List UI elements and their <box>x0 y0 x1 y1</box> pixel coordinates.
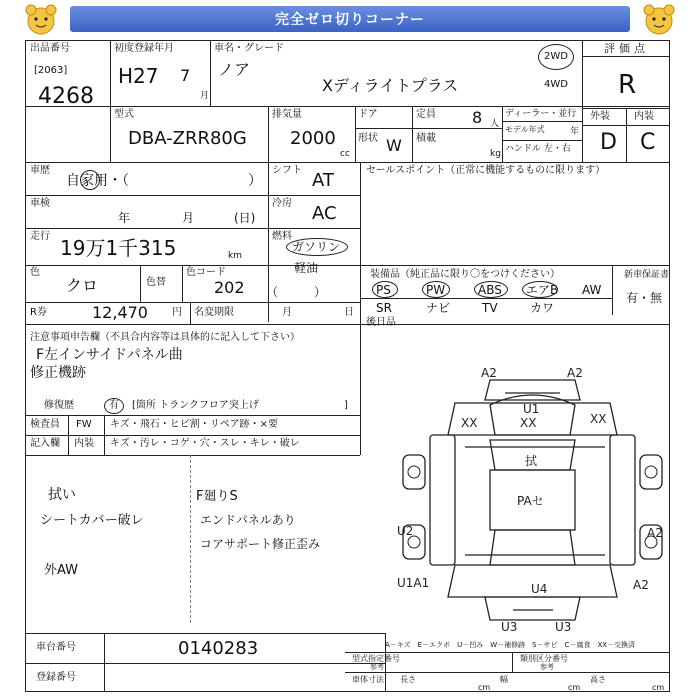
first-reg-month-unit: 月 <box>200 91 210 101</box>
chassis-label: 車台番号 <box>36 642 76 653</box>
repair-detail: [箇所 トランクフロア突上げ <box>132 400 259 411</box>
mileage-label: 走行 <box>30 231 50 242</box>
warranty-label: 新車保証書 <box>624 270 670 280</box>
mark-a2-top-right: A2 <box>567 366 583 380</box>
capacity-unit: 人 <box>490 119 500 129</box>
equip-navi: ナビ <box>426 301 451 315</box>
mark-u4: U4 <box>531 582 548 596</box>
shift-value: AT <box>312 170 334 191</box>
mark-a2-top-left: A2 <box>481 366 497 380</box>
drive-4wd: 4WD <box>544 79 568 90</box>
mark-xx-center: XX <box>520 416 537 430</box>
recycle-unit: 円 <box>172 307 182 318</box>
dim-label: 車体寸法 <box>352 675 384 684</box>
recycle-label: R券 <box>30 307 47 318</box>
lot-number: 4268 <box>38 84 94 109</box>
inspector-row1: キズ・飛石・ヒビ割・リペア跡・×要 <box>110 419 278 430</box>
displacement-label: 排気量 <box>272 109 302 120</box>
dim-cm-1: cm <box>478 683 491 692</box>
equip-pw-circle <box>422 281 450 298</box>
mark-xx-left: XX <box>461 416 478 430</box>
dim-height: 高さ <box>590 675 606 684</box>
exterior-label: 外装 <box>590 111 610 122</box>
mark-u1-front: U1 <box>523 402 540 416</box>
aircon-value: AC <box>312 203 337 224</box>
door-label: ドア <box>358 109 378 120</box>
dim-cm-3: cm <box>652 683 665 692</box>
registration-label: 登録番号 <box>36 672 76 683</box>
notes-divider <box>190 455 191 623</box>
banner-title: 完全ゼロ切りコーナー <box>70 6 630 32</box>
equipment-row2 <box>366 300 612 316</box>
exterior-score: D <box>600 130 617 155</box>
mark-u3-right: U3 <box>555 620 572 634</box>
displacement-unit: cc <box>340 149 350 159</box>
first-reg-month: 7 <box>180 66 191 85</box>
repair-end: ] <box>344 400 348 411</box>
name-change-month: 月 <box>282 307 292 318</box>
equip-abs-circle <box>474 281 508 298</box>
dealer-label: ディーラー・並行 <box>505 109 577 119</box>
fuel-gas: ガソリン <box>292 240 341 254</box>
car-name: ノア <box>218 60 251 79</box>
repair-value: 有 <box>109 400 119 411</box>
hand-left1: 拭い <box>48 487 76 503</box>
rear-seat-label: 後日品 <box>366 317 396 328</box>
equip-abs: ABS <box>478 283 502 297</box>
mark-u1a1: U1A1 <box>397 576 430 590</box>
capacity-value: 8 <box>472 108 483 127</box>
type-label: 型式指定番号 <box>352 654 400 663</box>
model-year-unit: 年 <box>570 127 580 137</box>
dim-width: 幅 <box>500 675 508 684</box>
dim-cm-2: cm <box>568 683 581 692</box>
car-grade: Xディライトプラス <box>322 76 459 95</box>
capacity-label: 定員 <box>416 109 436 120</box>
diagram-legend: A－キズ E－エクボ U－凹み W－補修跡 S－サビ C－腐食 XX－交換済 <box>385 641 636 649</box>
inspection-month: 月 <box>182 211 195 225</box>
score-label: 評価点 <box>604 42 649 55</box>
mark-u2: U2 <box>397 524 414 538</box>
color-code-label: 色コード <box>186 267 226 278</box>
car-diagram <box>395 365 670 635</box>
mark-u3-left: U3 <box>501 620 518 634</box>
mascot-left <box>22 4 60 36</box>
equip-ps-circle <box>372 281 398 298</box>
color-value: クロ <box>66 276 99 295</box>
inspection-day: (日) <box>234 211 256 225</box>
class-ref: 参考 <box>540 663 554 671</box>
color-label: 色 <box>30 267 40 278</box>
fuel-label: 燃料 <box>272 231 292 242</box>
inspector-label2: 記入欄 <box>30 438 60 449</box>
fuel-diesel: 軽油 <box>294 261 319 275</box>
equip-airbag: エアB <box>526 283 559 297</box>
hand-left2: シートカバー破レ <box>40 513 144 528</box>
dim-length: 長さ <box>400 675 416 684</box>
shape-value: W <box>386 136 402 155</box>
history-close: ） <box>248 173 262 189</box>
recycle-value: 12,470 <box>92 303 148 322</box>
mileage-unit: km <box>228 251 242 261</box>
mark-wipe: 拭 <box>525 454 538 468</box>
hand-right1: F廻りS <box>196 489 238 504</box>
class-label: 類別区分番号 <box>520 654 568 663</box>
model-label: 型式 <box>114 109 134 120</box>
aircon-label: 冷房 <box>272 198 292 209</box>
load-unit: kg <box>490 149 501 159</box>
name-change-label: 名変期限 <box>194 307 234 318</box>
equip-ps: PS <box>376 283 391 297</box>
equip-aw: AW <box>582 283 602 297</box>
inspector-row2-head: 内装 <box>74 438 94 449</box>
shift-label: シフト <box>272 165 302 176</box>
mascot-right <box>640 4 678 36</box>
shape-label: 形状 <box>358 133 378 144</box>
handle-label: ハンドル 左・右 <box>505 144 571 154</box>
score-value: R <box>618 70 637 100</box>
hand-left3: 外AW <box>44 563 79 578</box>
equip-pw: PW <box>426 283 446 297</box>
mark-xx-right: XX <box>590 412 607 426</box>
mark-a2-rear-right: A2 <box>633 578 649 592</box>
drive-2wd: 2WD <box>544 51 568 62</box>
first-reg-label: 初度登録年月 <box>114 43 174 54</box>
car-name-label: 車名・グレード <box>214 43 284 54</box>
history-label: 車歴 <box>30 165 50 176</box>
interior-score: C <box>640 130 656 155</box>
lot-label: 出品番号 <box>30 43 70 54</box>
warranty-value: 有・無 <box>626 291 663 305</box>
repair-label: 修復歴 <box>44 400 74 411</box>
equip-sr: SR <box>376 301 392 315</box>
color-code: 202 <box>214 278 245 297</box>
hand-right3: コアサポート修正歪み <box>200 537 321 551</box>
model-year-label: モデル年式 <box>505 125 545 134</box>
mark-a2-right: A2 <box>647 526 663 540</box>
name-change-day: 日 <box>344 307 354 318</box>
first-reg-year: H27 <box>118 64 159 88</box>
color-change-label: 色替 <box>146 277 166 288</box>
type-ref: 参考 <box>370 663 384 671</box>
inspection-year: 年 <box>118 211 131 225</box>
displacement-value: 2000 <box>290 128 336 149</box>
equip-tv: TV <box>482 301 498 315</box>
mark-pa: PAセ <box>517 494 544 508</box>
color-paren: （ ） <box>266 285 327 299</box>
model-value: DBA-ZRR80G <box>128 128 247 149</box>
inspector-row2: キズ・汚レ・コゲ・穴・スレ・キレ・破レ <box>110 438 300 449</box>
inspector-label1: 検査員 <box>30 419 60 430</box>
inspection-label: 車検 <box>30 198 50 209</box>
history-value: 自家用・（ <box>66 173 129 189</box>
lot-sub: [2063] <box>34 65 68 76</box>
notes-label: 注意事項申告欄（不具合内容等は具体的に記入して下さい） <box>30 332 300 343</box>
load-label: 積載 <box>416 133 436 144</box>
hand-right2: エンドパネルあり <box>200 513 296 527</box>
sales-point-label: セールスポイント（正常に機能するものに限ります） <box>366 165 606 176</box>
mileage-value: 19万1千315 <box>60 236 177 260</box>
equip-airbag-circle <box>522 281 558 298</box>
chassis-value: 0140283 <box>178 638 259 659</box>
equip-leather: カワ <box>530 301 555 315</box>
notes-line1: F左インサイドパネル曲 <box>36 347 183 363</box>
notes-line2: 修正機跡 <box>30 365 86 381</box>
interior-label: 内装 <box>634 111 654 122</box>
equipment-label: 装備品（純正品に限り〇をつけください） <box>370 269 560 280</box>
inspector-row1-head: FW <box>76 419 92 430</box>
